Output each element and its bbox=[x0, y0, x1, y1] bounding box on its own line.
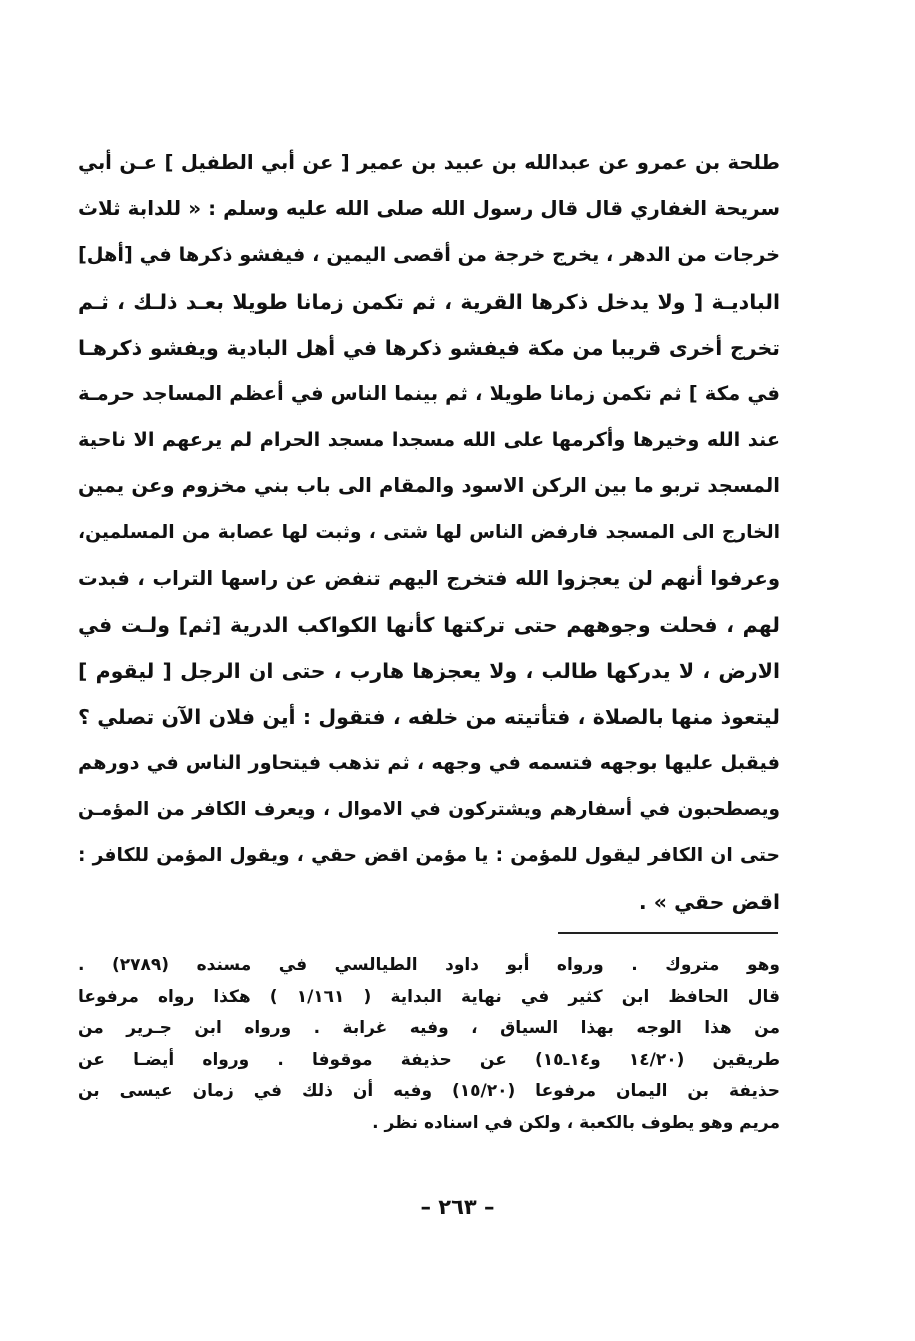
main-text-line: في مكة ] ثم تكمن زمانا طويلا ، ثم بينما الناس في أعظم المساجد حرمـة bbox=[78, 381, 780, 405]
main-text-line: تخرج أخرى قريبا من مكة فيفشو ذكرها في أهل البادية ويفشو ذكرهـا bbox=[78, 335, 780, 360]
main-text-line: الخارج الى المسجد فارفض الناس لها شتى ، وثبت لها عصابة من المسلمين، bbox=[78, 521, 780, 543]
main-text-line: المسجد تربو ما بين الركن الاسود والمقام الى باب بني مخزوم وعن يمين bbox=[78, 474, 780, 498]
main-text-line: لهم ، فحلت وجوههم حتى تركتها كأنها الكواكب الدرية [ثم] ولـت في bbox=[78, 612, 780, 637]
main-text-line: اقض حقي » . bbox=[638, 890, 780, 914]
page-number: – ٢٦٣ – bbox=[420, 1195, 495, 1219]
footnote-line: وهو متروك . ورواه أبو داود الطيالسي في مسنده (٢٧٨٩) . bbox=[78, 955, 780, 975]
footnote-line: مريم وهو يطوف بالكعبة ، ولكن في اسناده نظر . bbox=[372, 1112, 780, 1133]
main-text-line: الارض ، لا يدركها طالب ، ولا يعجزها هارب ، حتى ان الرجل [ ليقوم ] bbox=[78, 659, 780, 684]
main-text-line: خرجات من الدهر ، يخرج خرجة من أقصى اليمين ، فيفشو ذكرها في [أهل] bbox=[78, 243, 780, 267]
main-text-line: طلحة بن عمرو عن عبدالله بن عبيد بن عمير [ عن أبي الطفيل ] عـن أبي bbox=[78, 151, 780, 174]
main-text-line: ليتعوذ منها بالصلاة ، فتأتيته من خلفه ، فتقول : أين فلان الآن تصلي ؟ bbox=[78, 705, 780, 730]
main-text-line: حتى ان الكافر ليقول للمؤمن : يا مؤمن اقض حقي ، ويقول المؤمن للكافر : bbox=[78, 844, 780, 866]
main-text-line: عند الله وخيرها وأكرمها على الله مسجدا مسجد الحرام لم يرعهم الا ناحية bbox=[78, 428, 780, 452]
footnote-line: من هذا الوجه بهذا السياق ، وفيه غرابة . ورواه ابن جـرير من bbox=[78, 1018, 780, 1039]
main-text-line: ويصطحبون في أسفارهم ويشتركون في الاموال ، ويعرف الكافر من المؤمـن bbox=[78, 798, 780, 820]
footnote-block bbox=[78, 950, 780, 1140]
footnote-line: حذيفة بن اليمان مرفوعا (١٥/٢٠) وفيه أن ذلك في زمان عيسى بن bbox=[78, 1081, 780, 1102]
main-text-line: فيقبل عليها بوجهه فتسمه في وجهه ، ثم تذهب فيتحاور الناس في دورهم bbox=[78, 751, 780, 775]
main-text-line: الباديـة [ ولا يدخل ذكرها القرية ، ثم تكمن زمانا طويلا بعـد ذلـك ، ثـم bbox=[78, 289, 780, 314]
footnote-divider bbox=[558, 932, 778, 934]
main-text-block bbox=[78, 140, 780, 925]
footnote-line: طريقين (١٤/٢٠ و١٤ـ١٥) عن حذيفة موقوفا . ورواه أيضـا عن bbox=[78, 1049, 780, 1070]
footnote-line: قال الحافظ ابن كثير في نهاية البداية ( ١/١٦١ ) هكذا رواه مرفوعا bbox=[78, 986, 780, 1007]
main-text-line: وعرفوا أنهم لن يعجزوا الله فتخرج اليهم تنفض عن راسها التراب ، فبدت bbox=[78, 566, 780, 590]
main-text-line: سريحة الغفاري قال قال رسول الله صلى الله عليه وسلم : « للدابة ثلاث bbox=[78, 197, 780, 221]
